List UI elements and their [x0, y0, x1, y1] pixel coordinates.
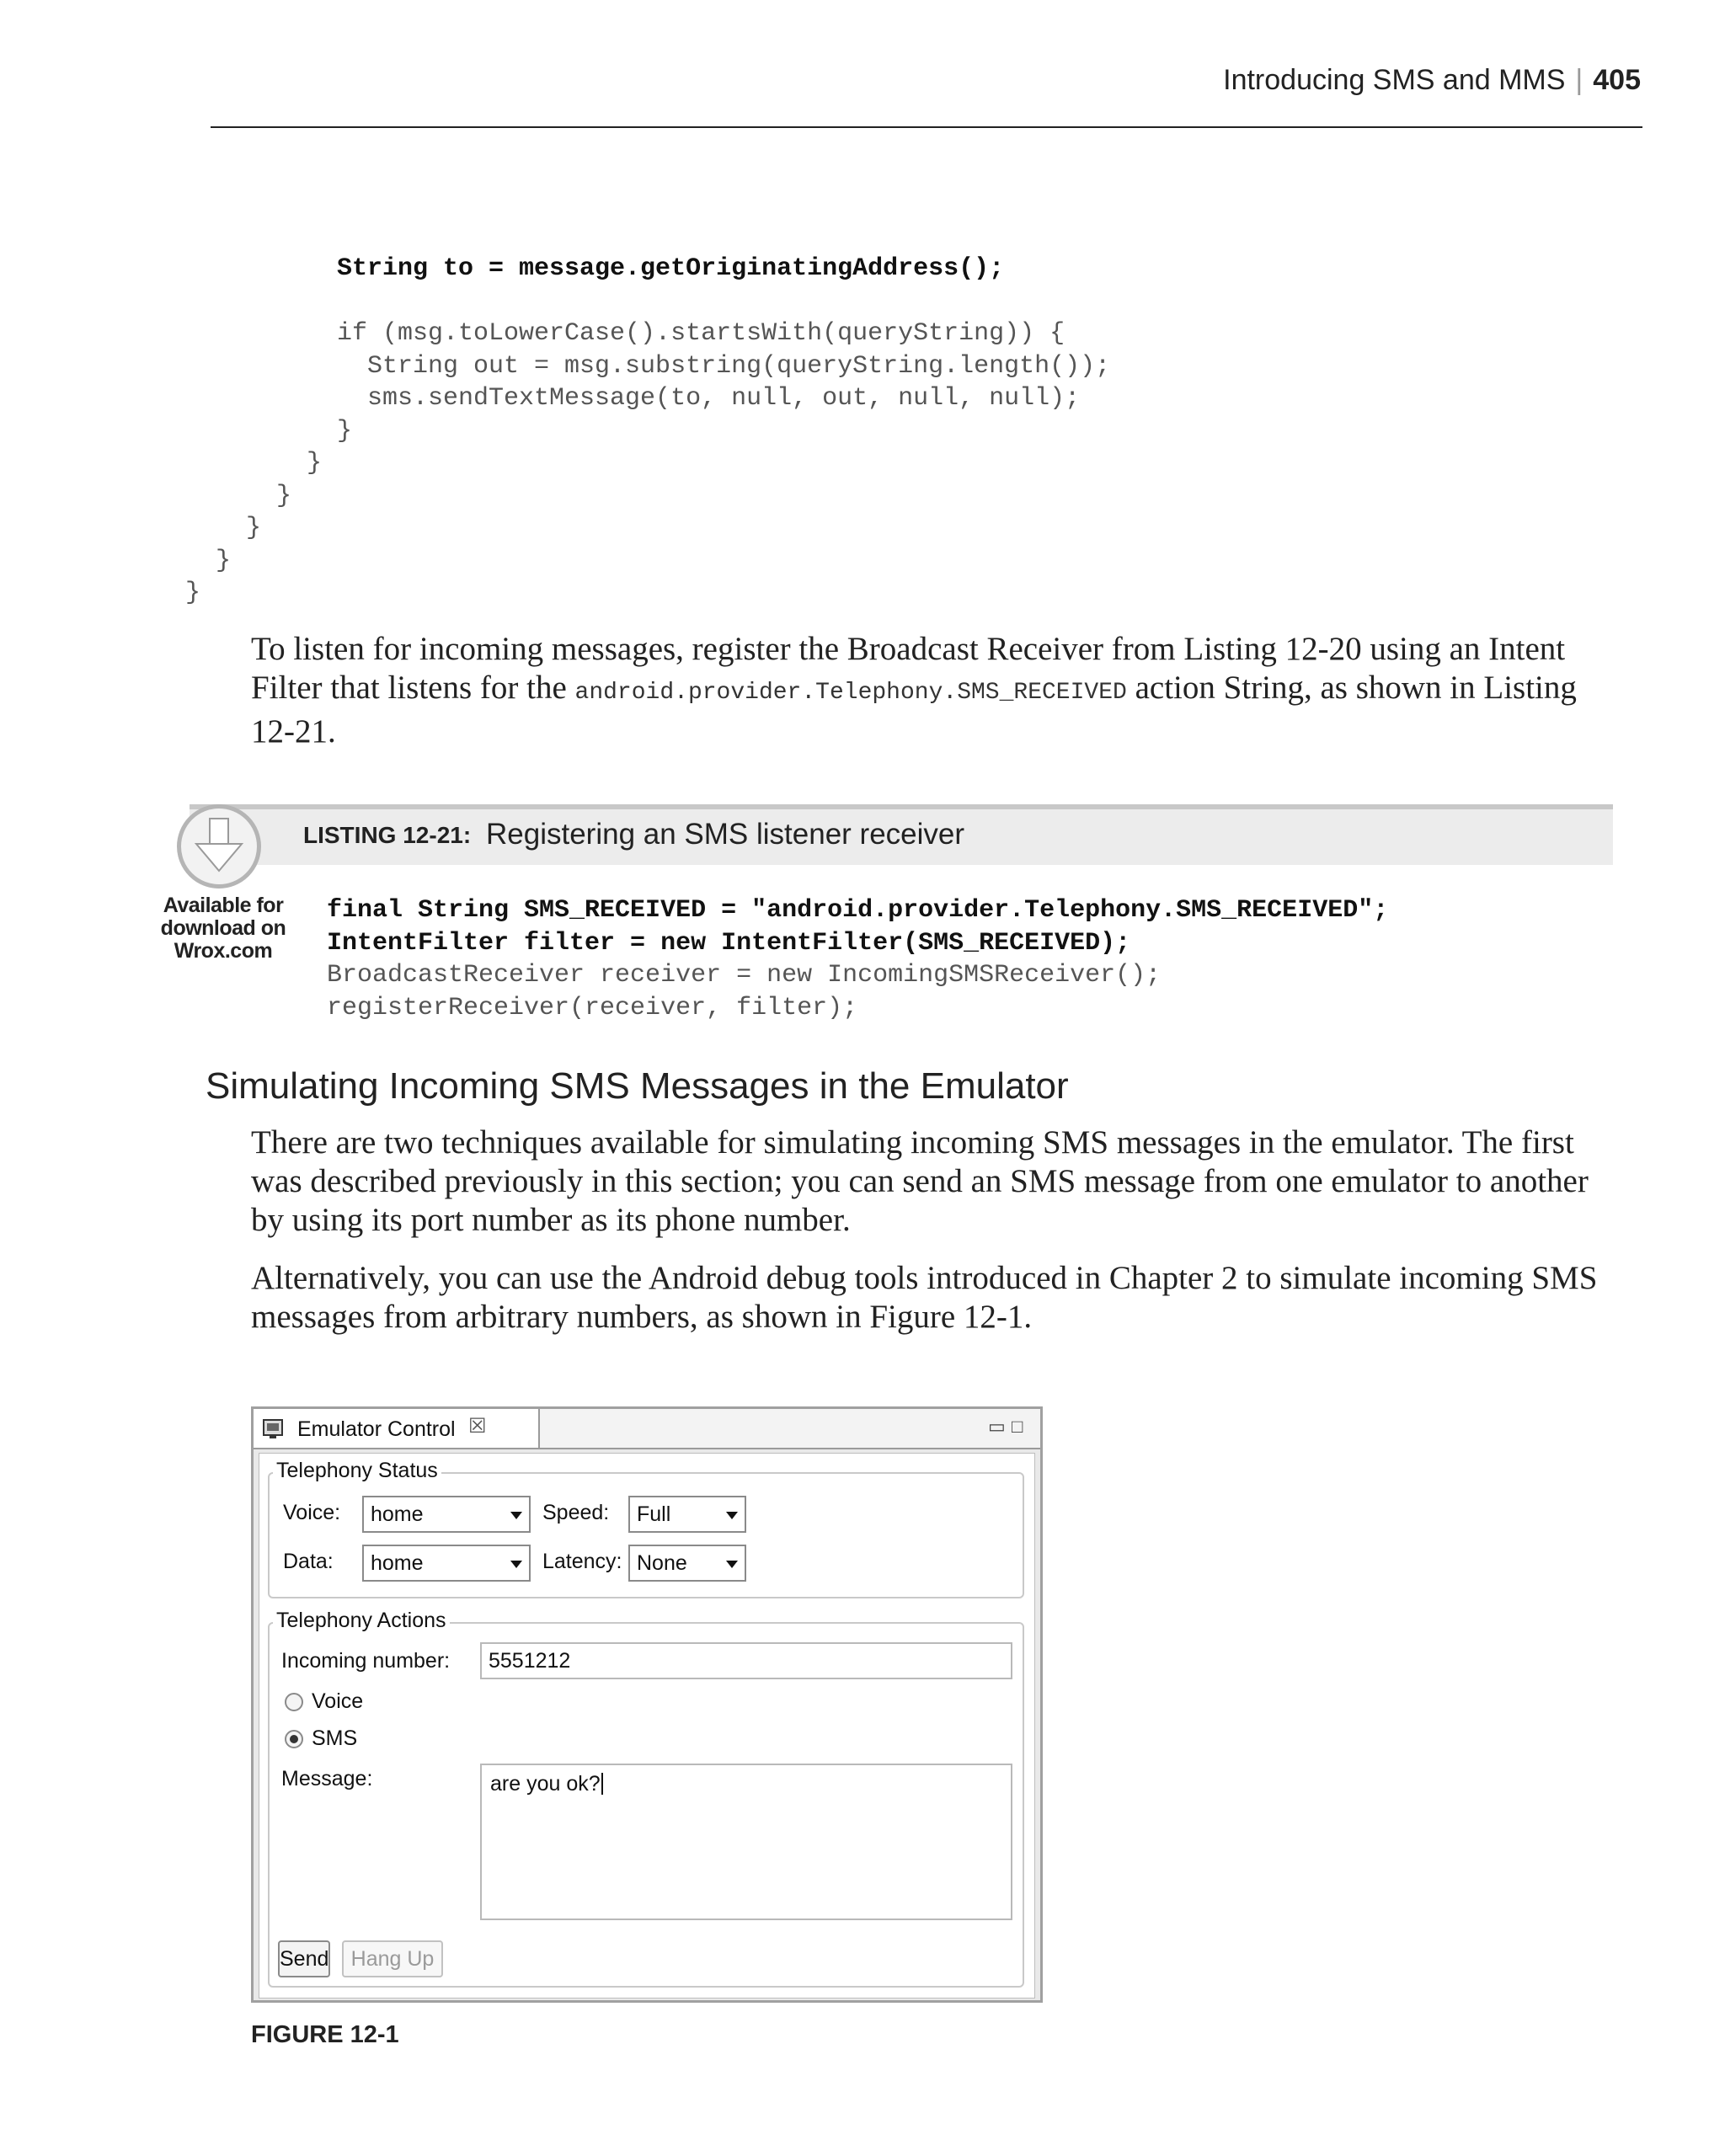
- listing-code: [327, 894, 1388, 1024]
- page-number: 405: [1593, 64, 1641, 96]
- code-line: }: [276, 481, 292, 510]
- code-line: registerReceiver(receiver, filter);: [327, 993, 858, 1022]
- hang-up-button[interactable]: Hang Up: [342, 1940, 443, 1977]
- inline-code: android.provider.Telephony.SMS_RECEIVED: [574, 680, 1127, 706]
- chevron-down-icon: [510, 1561, 522, 1568]
- speed-select[interactable]: [628, 1496, 746, 1533]
- paragraph-text: action String, as shown in Listing 12-21.: [251, 670, 1577, 750]
- listing-title: Registering an SMS listener receiver: [486, 818, 965, 851]
- code-line: }: [216, 546, 232, 575]
- panel-content: [259, 1453, 1035, 1999]
- code-line: BroadcastReceiver receiver = new IncomingSMSReceiver();: [327, 961, 1162, 990]
- text-cursor: [601, 1773, 603, 1795]
- body-paragraph: Alternatively, you can use the Android debug tools introduced in Chapter 2 to simulate incoming SMS messages from arbitrary numbers, as shown in Figure 12-1.: [251, 1260, 1598, 1335]
- running-header: [842, 64, 1641, 97]
- sms-radio-label: SMS: [312, 1726, 358, 1750]
- voice-select[interactable]: [362, 1496, 531, 1533]
- code-line: IntentFilter filter = new IntentFilter(SMS_RECEIVED);: [327, 928, 1131, 958]
- code-line: final String SMS_RECEIVED = "android.provider.Telephony.SMS_RECEIVED";: [327, 896, 1389, 925]
- code-line: String to = message.getOriginatingAddress();: [337, 254, 1005, 283]
- listing-label: LISTING 12-21:: [303, 822, 472, 848]
- download-note-line: Wrox.com: [174, 939, 273, 963]
- minimize-icon[interactable]: ▭: [988, 1416, 1006, 1437]
- chevron-down-icon: [726, 1512, 738, 1519]
- incoming-number-label: Incoming number:: [281, 1649, 451, 1673]
- download-note-line: Available for: [163, 894, 284, 917]
- chevron-down-icon: [510, 1512, 522, 1519]
- send-button[interactable]: Send: [278, 1940, 330, 1977]
- data-select[interactable]: [362, 1545, 531, 1582]
- tab-emulator-control[interactable]: [254, 1409, 540, 1448]
- latency-select[interactable]: [628, 1545, 746, 1582]
- emulator-control-icon: [262, 1418, 287, 1446]
- voice-label: Voice:: [283, 1501, 341, 1524]
- incoming-number-value: 5551212: [489, 1649, 571, 1673]
- voice-radio-label: Voice: [312, 1689, 364, 1713]
- voice-select-value: home: [371, 1502, 424, 1526]
- speed-label: Speed:: [542, 1501, 610, 1524]
- group-title: Telephony Actions: [273, 1609, 450, 1633]
- latency-label: Latency:: [542, 1550, 622, 1573]
- voice-radio[interactable]: [285, 1693, 303, 1711]
- chevron-down-icon: [726, 1561, 738, 1568]
- emulator-control-panel: [251, 1406, 1043, 2003]
- latency-select-value: None: [637, 1551, 687, 1575]
- message-textarea[interactable]: [480, 1764, 1012, 1920]
- incoming-number-input[interactable]: [480, 1642, 1012, 1679]
- data-label: Data:: [283, 1550, 334, 1573]
- code-line: String out = msg.substring(queryString.length());: [337, 351, 1111, 381]
- header-rule: [211, 126, 1642, 128]
- download-note-line: download on: [160, 916, 286, 940]
- code-line: }: [185, 579, 201, 607]
- code-block-continuation: [185, 253, 1111, 610]
- body-paragraph: [251, 630, 1616, 751]
- code-line: }: [307, 449, 323, 478]
- maximize-icon[interactable]: □: [1012, 1416, 1023, 1437]
- message-text: [490, 1772, 603, 1796]
- body-paragraph: There are two techniques available for simulating incoming SMS messages in the emulator. The first was described previously in this section; you can send an SMS message from one emulator to another by using its port number as its phone number.: [251, 1124, 1589, 1238]
- running-title: Introducing SMS and MMS: [1223, 64, 1566, 96]
- message-value: are you ok?: [490, 1772, 601, 1796]
- message-label: Message:: [281, 1767, 373, 1790]
- header-separator: |: [1575, 64, 1583, 96]
- section-heading: Simulating Incoming SMS Messages in the Emulator: [206, 1065, 1069, 1107]
- data-select-value: home: [371, 1551, 424, 1575]
- close-icon[interactable]: ☒: [468, 1415, 487, 1438]
- tab-title: Emulator Control: [297, 1417, 456, 1441]
- paragraph-text: To listen for incoming messages, register the Broadcast Receiver from Listing 12-20 using an Intent Filter that listens for the: [251, 631, 1566, 706]
- code-line: sms.sendTextMessage(to, null, out, null, null);: [337, 384, 1081, 413]
- code-line: if (msg.toLowerCase().startsWith(queryString)) {: [337, 319, 1065, 348]
- figure-caption: FIGURE 12-1: [251, 2021, 399, 2048]
- group-title: Telephony Status: [273, 1459, 441, 1483]
- code-line: }: [337, 416, 353, 446]
- sms-radio[interactable]: [285, 1730, 303, 1748]
- download-icon: [177, 804, 261, 889]
- code-line: }: [246, 514, 262, 542]
- speed-select-value: Full: [637, 1502, 671, 1526]
- download-note: [152, 894, 295, 963]
